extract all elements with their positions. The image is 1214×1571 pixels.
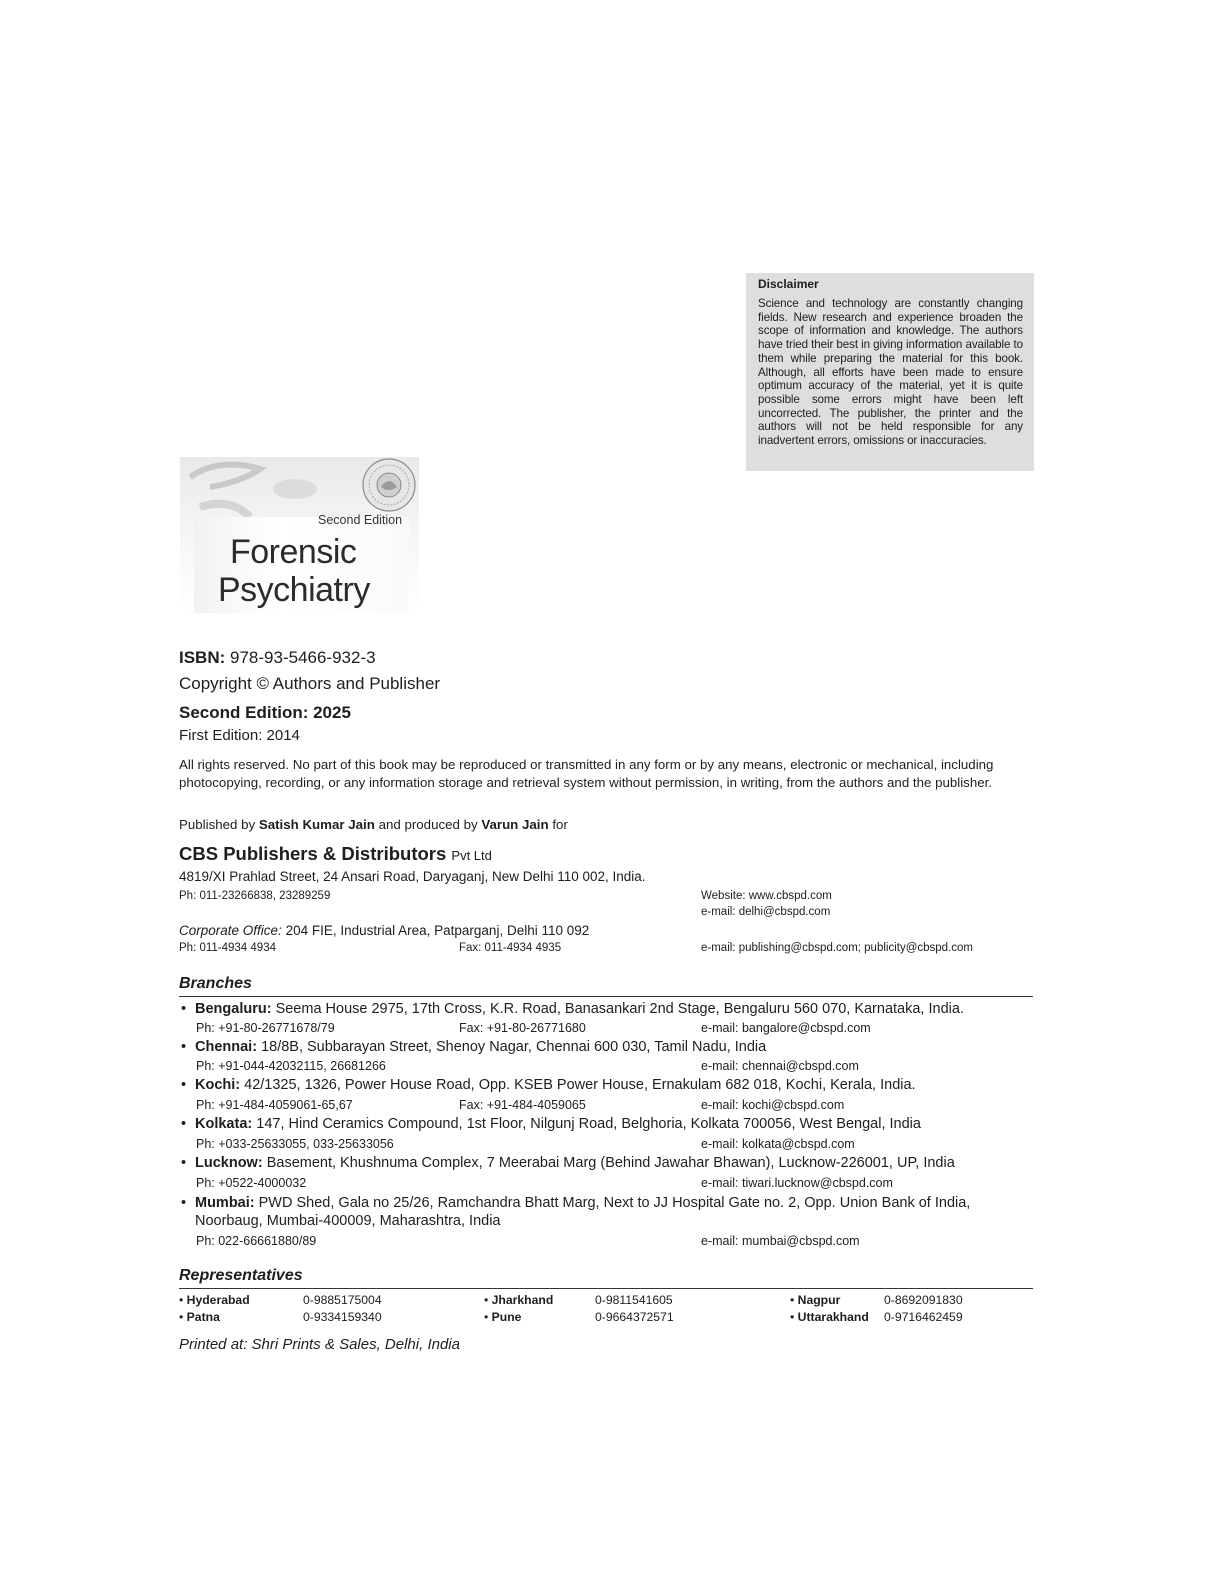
- produced-by-mid: and produced by: [378, 817, 478, 832]
- branch-phone: Ph: 022-66661880/89: [196, 1234, 317, 1248]
- rep-item: • Hyderabad: [179, 1293, 250, 1307]
- isbn-value: 978-93-5466-932-3: [230, 648, 376, 667]
- branches-title: Branches: [179, 975, 252, 992]
- branch-mumbai: • Mumbai: PWD Shed, Gala no 25/26, Ramchandra Bhatt Marg, Next to JJ Hospital Gate no. 2, Opp. Union Bank of India,: [181, 1195, 971, 1211]
- printed-at: Printed at: Shri Prints & Sales, Delhi, India: [179, 1336, 460, 1353]
- second-edition-line: Second Edition: 2025: [179, 703, 351, 722]
- rep-city: Hyderabad: [186, 1293, 250, 1307]
- rep-city: Patna: [186, 1310, 220, 1324]
- cover-title-line2: Psychiatry: [218, 571, 370, 609]
- branch-city: Mumbai:: [195, 1195, 255, 1211]
- branches-divider: [179, 996, 1033, 997]
- disclaimer-title: Disclaimer: [758, 277, 819, 291]
- book-cover-thumbnail: [180, 457, 419, 613]
- branch-address-continued: Noorbaug, Mumbai-400009, Maharashtra, India: [195, 1213, 501, 1229]
- rep-phone: 0-9334159340: [303, 1310, 382, 1324]
- branch-city: Kochi:: [195, 1077, 241, 1093]
- corporate-office-line: [179, 923, 589, 938]
- copyright-line: Copyright © Authors and Publisher: [179, 674, 441, 693]
- branch-address: 42/1325, 1326, Power House Road, Opp. KSEB Power House, Ernakulam 682 018, Kochi, Kerala, India.: [244, 1077, 916, 1093]
- branch-city: Lucknow:: [195, 1155, 263, 1171]
- branch-phone: Ph: +91-484-4059061-65,67: [196, 1098, 353, 1112]
- branch-lucknow: • Lucknow: Basement, Khushnuma Complex, 7 Meerabai Marg (Behind Jawahar Bhawan), Lucknow-226001, UP, India: [181, 1155, 955, 1171]
- rep-item: • Jharkhand: [484, 1293, 554, 1307]
- rep-city: Pune: [491, 1310, 522, 1324]
- branch-city: Chennai:: [195, 1039, 258, 1055]
- branch-fax: Fax: +91-80-26771680: [459, 1021, 586, 1035]
- company-name: CBS Publishers & Distributors: [179, 843, 447, 864]
- branch-kochi: • Kochi: 42/1325, 1326, Power House Road, Opp. KSEB Power House, Ernakulam 682 018, Kochi, Kerala, India.: [181, 1077, 916, 1093]
- rep-city: Jharkhand: [491, 1293, 554, 1307]
- publisher-address: 4819/XI Prahlad Street, 24 Ansari Road, Daryaganj, New Delhi 110 002, India.: [179, 869, 646, 884]
- branch-address: 147, Hind Ceramics Compound, 1st Floor, Nilgunj Road, Belghoria, Kolkata 700056, West Bengal, India: [256, 1116, 921, 1132]
- corporate-email: e-mail: publishing@cbspd.com; publicity@cbspd.com: [701, 942, 973, 954]
- branch-chennai: • Chennai: 18/8B, Subbarayan Street, Shenoy Nagar, Chennai 600 030, Tamil Nadu, India: [181, 1039, 767, 1055]
- rep-phone: 0-9664372571: [595, 1310, 674, 1324]
- first-edition-line: First Edition: 2014: [179, 727, 300, 744]
- rep-item: • Patna: [179, 1310, 220, 1324]
- branch-address: Seema House 2975, 17th Cross, K.R. Road, Banasankari 2nd Stage, Bengaluru 560 070, Karnataka, India.: [275, 1001, 964, 1017]
- branch-phone: Ph: +91-044-42032115, 26681266: [196, 1059, 386, 1073]
- emblem-seal-icon: [361, 457, 417, 513]
- rights-statement: All rights reserved. No part of this book may be reproduced or transmitted in any form or by any means, electronic or mechanical, including photocopying, recording, or any information storage and retrieval system without permission, in writing, from the authors and the publisher.: [179, 757, 994, 790]
- published-by-line: [179, 817, 568, 832]
- corporate-address: 204 FIE, Industrial Area, Patparganj, Delhi 110 092: [285, 923, 590, 938]
- branch-bengaluru: • Bengaluru: Seema House 2975, 17th Cross, K.R. Road, Banasankari 2nd Stage, Bengaluru 560 070, Karnataka, India.: [181, 1001, 964, 1017]
- isbn-line: [179, 648, 376, 668]
- rep-phone: 0-9885175004: [303, 1293, 382, 1307]
- branch-email: e-mail: tiwari.lucknow@cbspd.com: [701, 1176, 893, 1190]
- rep-city: Uttarakhand: [797, 1310, 869, 1324]
- corporate-fax: Fax: 011-4934 4935: [459, 942, 562, 954]
- publisher-company: [179, 843, 492, 865]
- company-suffix: Pvt Ltd: [451, 848, 492, 863]
- branch-phone: Ph: +033-25633055, 033-25633056: [196, 1137, 394, 1151]
- branch-email: e-mail: kolkata@cbspd.com: [701, 1137, 855, 1151]
- published-by-prefix: Published by: [179, 817, 256, 832]
- branch-email: e-mail: mumbai@cbspd.com: [701, 1234, 860, 1248]
- rep-phone: 0-9811541605: [595, 1293, 673, 1307]
- branch-email: e-mail: kochi@cbspd.com: [701, 1098, 845, 1112]
- branch-email: e-mail: bangalore@cbspd.com: [701, 1021, 871, 1035]
- publisher-website: Website: www.cbspd.com: [701, 890, 832, 902]
- isbn-label: ISBN:: [179, 648, 226, 667]
- rep-phone: 0-8692091830: [884, 1293, 963, 1307]
- branch-phone: Ph: +91-80-26771678/79: [196, 1021, 335, 1035]
- corporate-label: Corporate Office:: [179, 923, 282, 938]
- producer-person: Varun Jain: [481, 817, 549, 832]
- rep-phone: 0-9716462459: [884, 1310, 963, 1324]
- rep-item: • Nagpur: [790, 1293, 841, 1307]
- branch-kolkata: • Kolkata: 147, Hind Ceramics Compound, 1st Floor, Nilgunj Road, Belghoria, Kolkata 700056, West Bengal, India: [181, 1116, 921, 1132]
- corporate-phone: Ph: 011-4934 4934: [179, 942, 276, 954]
- representatives-title: Representatives: [179, 1267, 303, 1284]
- rep-item: • Uttarakhand: [790, 1310, 869, 1324]
- disclaimer-box: [746, 273, 1034, 471]
- disclaimer-text: Science and technology are constantly changing fields. New research and experience broaden the scope of information and knowledge. The authors have tried their best in giving information available to them while preparing the material for this book. Although, all efforts have been made to ensure optimum accuracy of the material, yet it is quite possible some errors might have been left uncorrected. The publisher, the printer and the authors will not be held responsible for any inadvertent errors, omissions or inaccuracies.: [758, 297, 1023, 448]
- branch-city: Bengaluru:: [195, 1001, 272, 1017]
- publisher-person: Satish Kumar Jain: [258, 817, 375, 832]
- branch-email: e-mail: chennai@cbspd.com: [701, 1059, 859, 1073]
- representatives-divider: [179, 1288, 1033, 1289]
- branch-address: 18/8B, Subbarayan Street, Shenoy Nagar, Chennai 600 030, Tamil Nadu, India: [261, 1039, 767, 1055]
- cover-edition: Second Edition: [318, 513, 403, 527]
- branch-address: Basement, Khushnuma Complex, 7 Meerabai Marg (Behind Jawahar Bhawan), Lucknow-226001, UP, India: [266, 1155, 955, 1171]
- branch-city: Kolkata:: [195, 1116, 253, 1132]
- branch-address: PWD Shed, Gala no 25/26, Ramchandra Bhatt Marg, Next to JJ Hospital Gate no. 2, Opp. Union Bank of India,: [258, 1195, 971, 1211]
- branch-fax: Fax: +91-484-4059065: [459, 1098, 586, 1112]
- publisher-email: e-mail: delhi@cbspd.com: [701, 906, 831, 918]
- rep-item: • Pune: [484, 1310, 522, 1324]
- for-word: for: [552, 817, 568, 832]
- rep-city: Nagpur: [797, 1293, 841, 1307]
- publisher-phone: Ph: 011-23266838, 23289259: [179, 890, 331, 902]
- branch-phone: Ph: +0522-4000032: [196, 1176, 307, 1190]
- cover-title-line1: Forensic: [230, 533, 357, 571]
